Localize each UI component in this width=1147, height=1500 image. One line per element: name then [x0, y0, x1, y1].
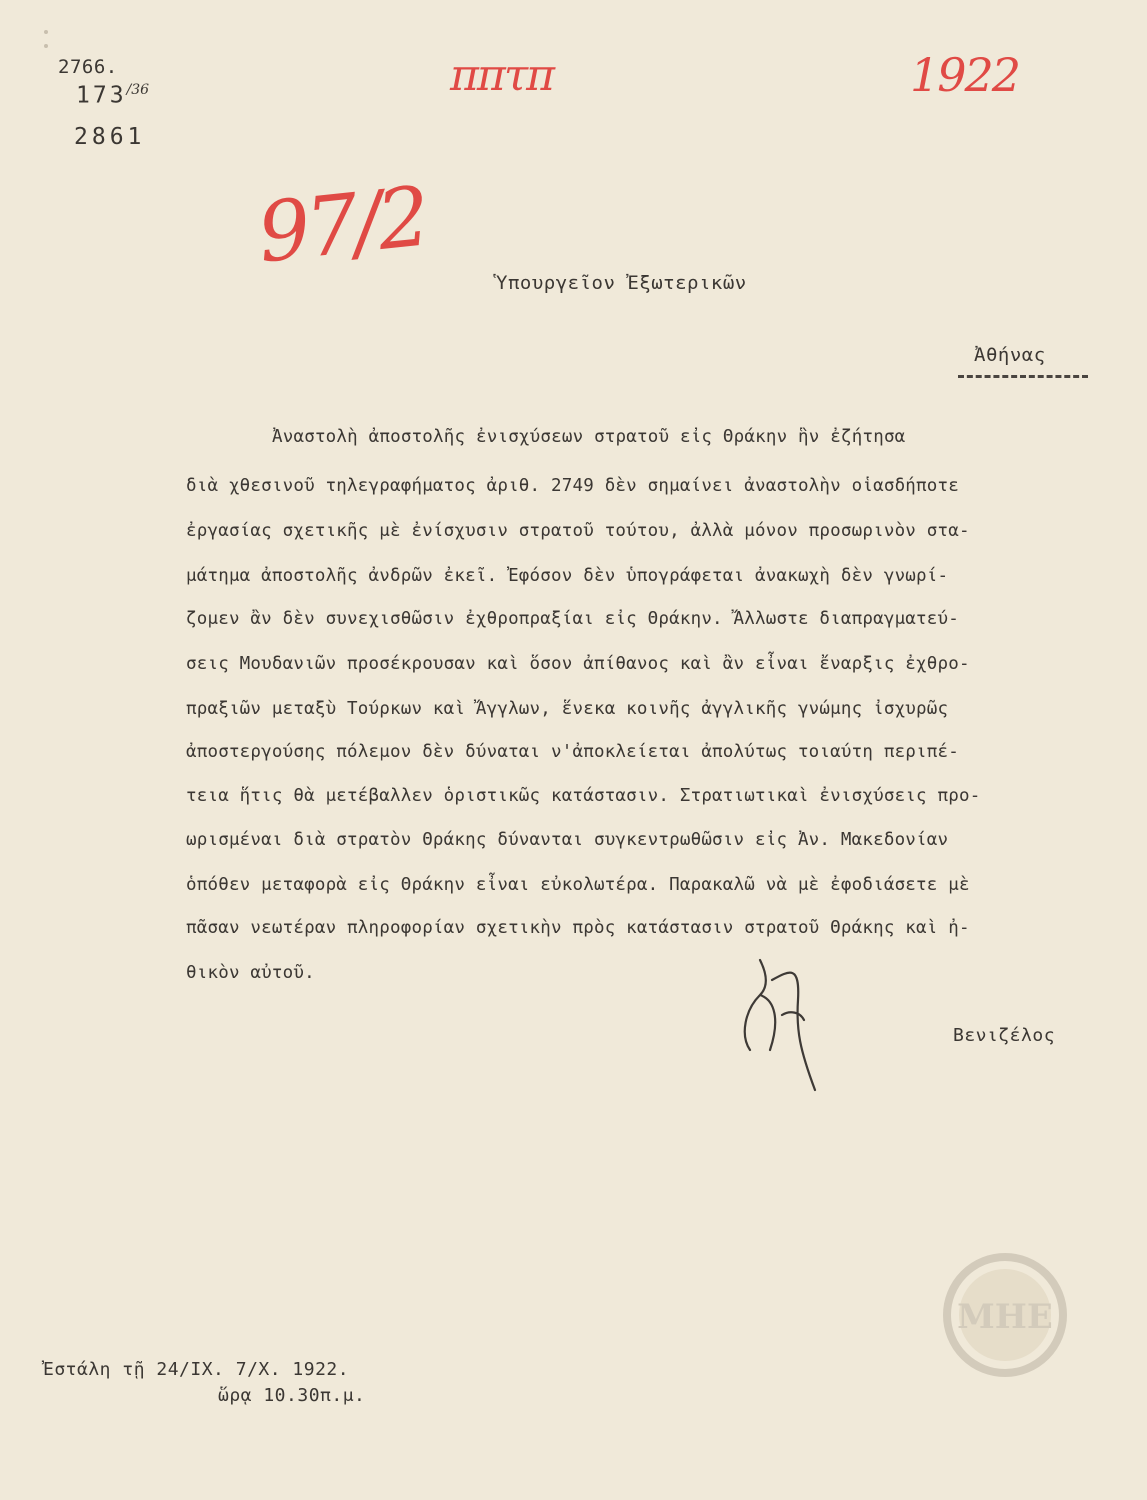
- body-line: ωρισμέναι διὰ στρατὸν Θράκης δύνανται συγκεντρωθῶσιν εἰς Ἀν. Μακεδονίαν: [186, 830, 949, 850]
- body-line: πραξιῶν μεταξὺ Τούρκων καὶ Ἄγγλων, ἕνεκα κοινῆς ἀγγλικῆς γνώμης ἰσχυρῶς: [186, 699, 949, 719]
- city-underline: [958, 375, 1088, 378]
- city-heading: Ἀθήνας: [974, 344, 1046, 366]
- red-handwritten-annotation: 97/2: [253, 169, 431, 282]
- archive-number-middle-superscript: /36: [126, 82, 150, 98]
- archive-seal-text: ΜΗΕ: [957, 1297, 1053, 1337]
- body-line: ζομεν ἂν δὲν συνεχισθῶσιν ἐχθροπραξίαι εἰς Θράκην. Ἄλλωστε διαπραγματεύ-: [186, 609, 959, 629]
- archive-number-middle-main: 173: [76, 82, 127, 109]
- archive-seal-icon: [940, 1250, 1070, 1380]
- handwritten-signature-icon: [720, 940, 840, 1100]
- body-line: τεια ἥτις θὰ μετέβαλλεν ὁριστικῶς κατάστασιν. Στρατιωτικαὶ ἐνισχύσεις προ-: [186, 786, 981, 806]
- ministry-heading: Ὑπουργεῖον Ἐξωτερικῶν: [496, 272, 747, 294]
- archive-number-middle: [76, 82, 149, 109]
- punch-hole: [44, 44, 48, 48]
- archive-number-bottom: 2861: [74, 124, 146, 150]
- body-line: θικὸν αὐτοῦ.: [186, 963, 315, 983]
- signature-name: Βενιζέλος: [953, 1025, 1056, 1046]
- dispatch-date: Ἐστάλη τῇ 24/ΙΧ. 7/Χ. 1922.: [43, 1359, 350, 1380]
- body-line: διὰ χθεσινοῦ τηλεγραφήματος ἀριθ. 2749 δὲν σημαίνει ἀναστολὴν οἱασδήποτε: [186, 476, 959, 496]
- body-line: ἐργασίας σχετικῆς μὲ ἐνίσχυσιν στρατοῦ τούτου, ἀλλὰ μόνον προσωρινὸν στα-: [186, 521, 970, 541]
- body-line: ἀποστεργούσης πόλεμον δὲν δύναται ν'ἀποκλείεται ἀπολύτως τοιαύτη περιπέ-: [186, 742, 959, 762]
- archive-number-top: 2766.: [58, 56, 118, 78]
- body-line: σεις Μουδανιῶν προσέκρουσαν καὶ ὅσον ἀπίθανος καὶ ἂν εἶναι ἔναρξις ἐχθρο-: [186, 654, 970, 674]
- dispatch-time: ὥρᾳ 10.30π.μ.: [218, 1385, 366, 1406]
- red-handwritten-year: 1922: [910, 48, 1020, 102]
- body-line: μάτημα ἀποστολῆς ἀνδρῶν ἐκεῖ. Ἐφόσον δὲν ὑπογράφεται ἀνακωχὴ δὲν γνωρί-: [186, 566, 949, 586]
- body-line: ὁπόθεν μεταφορὰ εἰς Θράκην εἶναι εὐκολωτέρα. Παρακαλῶ νὰ μὲ ἐφοδιάσετε μὲ: [186, 875, 970, 895]
- body-line: Ἀναστολὴ ἀποστολῆς ἐνισχύσεων στρατοῦ εἰς Θράκην ἣν ἐζήτησα: [272, 427, 906, 447]
- body-line: πᾶσαν νεωτέραν πληροφορίαν σχετικὴν πρὸς κατάστασιν στρατοῦ Θράκης καὶ ἠ-: [186, 918, 970, 938]
- red-handwritten-mark: ππτπ: [450, 50, 554, 101]
- punch-hole: [44, 30, 48, 34]
